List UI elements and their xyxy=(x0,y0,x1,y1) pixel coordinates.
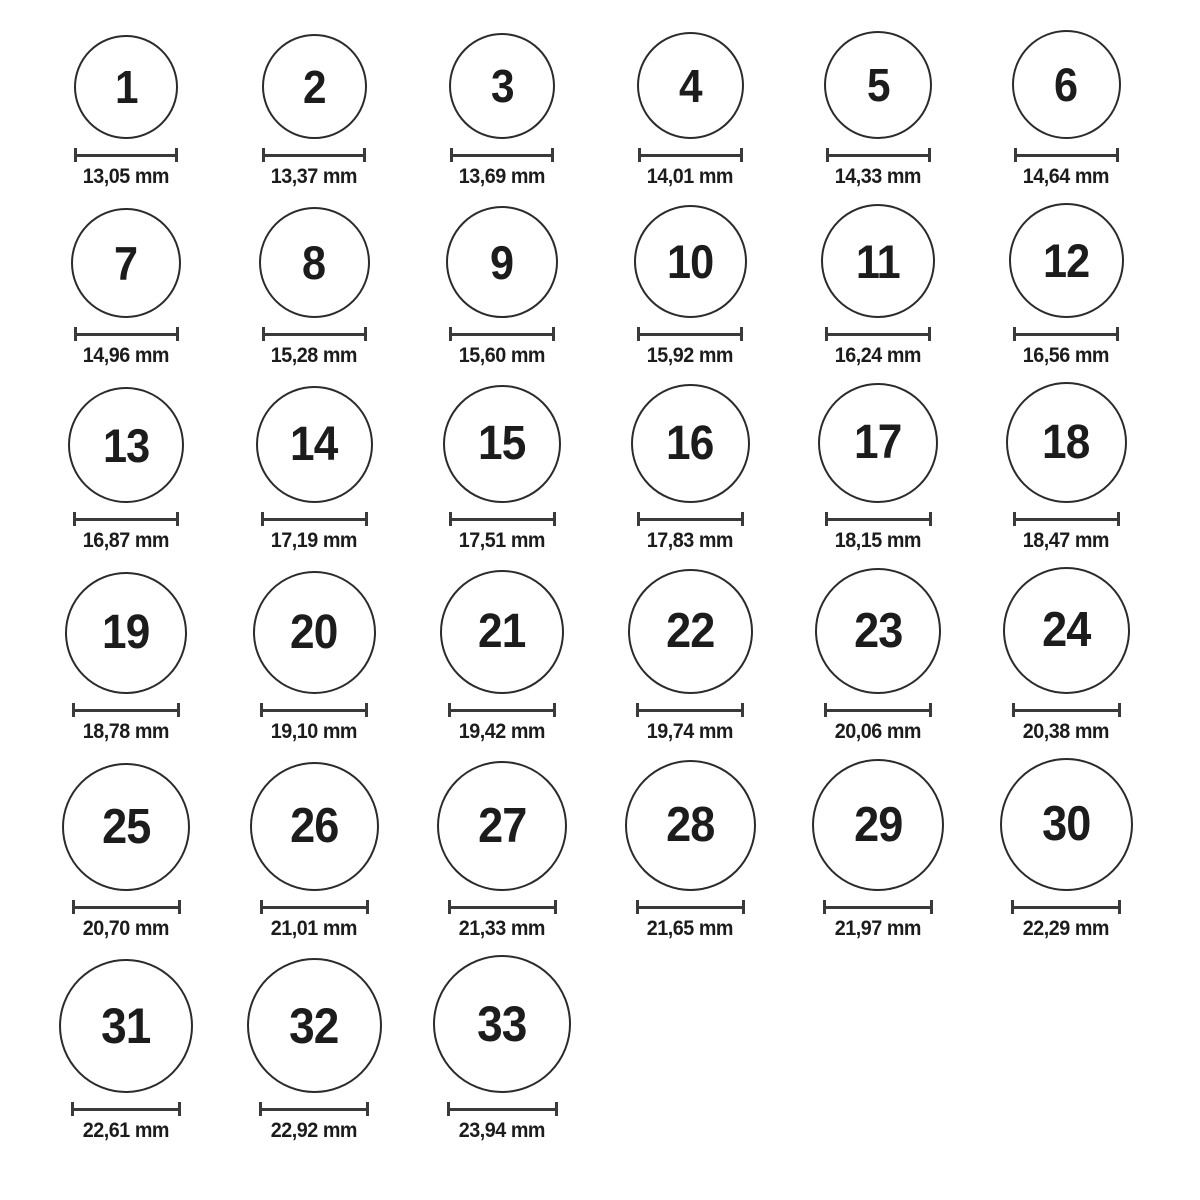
diameter-measure-bar xyxy=(72,703,180,717)
size-circle xyxy=(65,572,187,694)
diameter-measure-bar xyxy=(1013,512,1120,526)
measure-tick-right-icon xyxy=(363,148,366,162)
diameter-measure-bar xyxy=(448,900,557,914)
measure-tick-right-icon xyxy=(366,1102,369,1116)
ring-size-item xyxy=(784,31,972,189)
size-row xyxy=(32,567,1200,744)
ring-size-item xyxy=(32,763,220,941)
measure-line-icon xyxy=(76,154,176,157)
measure-line-icon xyxy=(264,333,365,336)
size-circle xyxy=(71,208,181,318)
diameter-measure-bar xyxy=(260,703,368,717)
size-number: 26 xyxy=(289,799,339,853)
diameter-measure-bar xyxy=(74,148,178,162)
measure-tick-right-icon xyxy=(178,1102,181,1116)
size-row xyxy=(32,382,1200,553)
size-number: 13 xyxy=(102,418,150,472)
size-number: 8 xyxy=(302,236,326,289)
diameter-measure-bar xyxy=(1013,327,1119,341)
measure-tick-right-icon xyxy=(929,512,932,526)
ring-size-item xyxy=(784,568,972,744)
diameter-measure-bar xyxy=(826,148,931,162)
diameter-label: 22,29 mm xyxy=(1022,917,1110,940)
ring-size-item xyxy=(32,208,220,368)
size-circle xyxy=(437,761,567,891)
ring-size-item xyxy=(596,384,784,553)
size-circle xyxy=(256,386,373,503)
measure-tick-right-icon xyxy=(551,148,554,162)
size-number: 29 xyxy=(853,797,903,852)
measure-line-icon xyxy=(1015,518,1118,521)
measure-tick-right-icon xyxy=(741,703,744,717)
size-circle xyxy=(74,35,178,139)
size-number: 3 xyxy=(490,60,514,112)
diameter-label: 17,19 mm xyxy=(270,529,358,552)
size-number: 30 xyxy=(1041,797,1091,851)
measure-line-icon xyxy=(828,154,929,157)
diameter-label: 19,42 mm xyxy=(458,720,546,743)
diameter-label: 23,94 mm xyxy=(458,1119,546,1142)
diameter-measure-bar xyxy=(73,512,179,526)
ring-size-item xyxy=(220,958,408,1143)
size-row xyxy=(32,30,1200,189)
measure-tick-right-icon xyxy=(930,900,933,914)
size-number: 1 xyxy=(114,61,138,113)
measure-line-icon xyxy=(826,709,930,712)
diameter-measure-bar xyxy=(825,327,931,341)
ring-size-item xyxy=(784,204,972,368)
diameter-measure-bar xyxy=(74,327,179,341)
measure-line-icon xyxy=(73,1108,179,1111)
measure-line-icon xyxy=(1013,906,1119,909)
size-circle xyxy=(628,569,753,694)
ring-size-item xyxy=(596,205,784,368)
measure-line-icon xyxy=(451,518,554,521)
ring-size-item xyxy=(784,383,972,553)
measure-line-icon xyxy=(450,906,555,909)
measure-line-icon xyxy=(1014,709,1119,712)
size-circle xyxy=(259,207,370,318)
size-number: 32 xyxy=(289,997,339,1054)
measure-tick-right-icon xyxy=(553,512,556,526)
size-number: 18 xyxy=(1042,415,1090,469)
measure-line-icon xyxy=(450,709,554,712)
diameter-measure-bar xyxy=(71,1102,181,1116)
size-number: 33 xyxy=(477,996,527,1052)
measure-line-icon xyxy=(262,906,367,909)
measure-tick-right-icon xyxy=(928,148,931,162)
measure-line-icon xyxy=(261,1108,367,1111)
ring-size-item xyxy=(408,206,596,368)
diameter-label: 15,60 mm xyxy=(458,344,546,367)
measure-tick-right-icon xyxy=(365,703,368,717)
diameter-measure-bar xyxy=(448,703,556,717)
measure-tick-right-icon xyxy=(741,512,744,526)
measure-tick-right-icon xyxy=(929,703,932,717)
ring-size-item xyxy=(596,32,784,189)
size-circle xyxy=(62,763,190,891)
diameter-measure-bar xyxy=(262,327,367,341)
diameter-label: 17,51 mm xyxy=(458,529,546,552)
measure-line-icon xyxy=(75,518,177,521)
measure-tick-right-icon xyxy=(1118,703,1121,717)
size-circle xyxy=(812,759,944,891)
size-number: 14 xyxy=(290,417,338,471)
size-circle xyxy=(634,205,747,318)
size-circle xyxy=(433,955,571,1093)
measure-tick-right-icon xyxy=(365,512,368,526)
diameter-label: 18,15 mm xyxy=(834,529,922,552)
diameter-measure-bar xyxy=(259,1102,369,1116)
diameter-label: 15,28 mm xyxy=(270,344,358,367)
diameter-label: 13,37 mm xyxy=(270,165,358,188)
measure-tick-right-icon xyxy=(1116,327,1119,341)
size-circle xyxy=(631,384,750,503)
ring-size-item xyxy=(32,572,220,744)
size-circle xyxy=(821,204,935,318)
measure-tick-right-icon xyxy=(1118,900,1121,914)
size-number: 7 xyxy=(114,236,138,290)
measure-line-icon xyxy=(263,518,366,521)
diameter-label: 18,78 mm xyxy=(82,720,170,743)
size-number: 4 xyxy=(678,59,702,112)
measure-tick-right-icon xyxy=(1117,512,1120,526)
diameter-label: 16,56 mm xyxy=(1022,344,1110,367)
measure-tick-right-icon xyxy=(176,512,179,526)
diameter-label: 13,05 mm xyxy=(82,165,170,188)
measure-line-icon xyxy=(638,906,743,909)
diameter-measure-bar xyxy=(450,148,554,162)
size-number: 28 xyxy=(665,798,715,852)
diameter-label: 20,06 mm xyxy=(834,720,922,743)
size-number: 27 xyxy=(477,798,527,853)
measure-tick-right-icon xyxy=(552,327,555,341)
measure-tick-right-icon xyxy=(176,327,179,341)
diameter-measure-bar xyxy=(1011,900,1121,914)
measure-line-icon xyxy=(827,518,930,521)
diameter-measure-bar xyxy=(638,148,743,162)
measure-line-icon xyxy=(262,709,366,712)
measure-tick-right-icon xyxy=(742,900,745,914)
measure-line-icon xyxy=(449,1108,556,1111)
size-circle xyxy=(250,762,379,891)
ring-size-item xyxy=(408,385,596,553)
size-row xyxy=(32,955,1200,1143)
size-number: 17 xyxy=(854,416,902,469)
ring-size-item xyxy=(972,758,1160,941)
ring-size-item xyxy=(972,382,1160,553)
diameter-label: 21,97 mm xyxy=(834,917,922,940)
diameter-label: 21,65 mm xyxy=(646,917,734,940)
size-circle xyxy=(637,32,744,139)
diameter-measure-bar xyxy=(825,512,932,526)
diameter-measure-bar xyxy=(447,1102,558,1116)
diameter-measure-bar xyxy=(1014,148,1119,162)
diameter-label: 14,96 mm xyxy=(82,344,170,367)
ring-size-item xyxy=(596,760,784,941)
measure-line-icon xyxy=(1015,333,1117,336)
diameter-measure-bar xyxy=(637,327,743,341)
size-number: 21 xyxy=(478,605,526,658)
ring-size-item xyxy=(220,762,408,941)
size-row xyxy=(32,758,1200,941)
size-circle xyxy=(253,571,376,694)
measure-line-icon xyxy=(452,154,552,157)
measure-line-icon xyxy=(74,709,178,712)
diameter-label: 14,01 mm xyxy=(646,165,734,188)
size-circle xyxy=(824,31,932,139)
measure-tick-right-icon xyxy=(555,1102,558,1116)
measure-tick-right-icon xyxy=(175,148,178,162)
measure-tick-right-icon xyxy=(177,703,180,717)
diameter-measure-bar xyxy=(637,512,744,526)
ring-size-item xyxy=(408,33,596,189)
size-number: 19 xyxy=(102,606,150,659)
measure-tick-right-icon xyxy=(366,900,369,914)
measure-tick-right-icon xyxy=(928,327,931,341)
size-circle xyxy=(1003,567,1130,694)
size-number: 20 xyxy=(290,605,338,659)
size-number: 22 xyxy=(665,604,715,658)
measure-tick-right-icon xyxy=(740,327,743,341)
ring-size-item xyxy=(972,203,1160,368)
measure-line-icon xyxy=(74,906,179,909)
measure-line-icon xyxy=(640,154,741,157)
ring-size-item xyxy=(972,567,1160,744)
size-number: 11 xyxy=(856,234,900,288)
ring-size-item xyxy=(596,569,784,744)
diameter-label: 21,33 mm xyxy=(458,917,546,940)
diameter-measure-bar xyxy=(72,900,181,914)
size-number: 24 xyxy=(1041,603,1091,657)
size-number: 23 xyxy=(853,603,903,658)
size-circle xyxy=(446,206,558,318)
size-circle xyxy=(1006,382,1127,503)
diameter-label: 22,92 mm xyxy=(270,1119,358,1142)
diameter-measure-bar xyxy=(823,900,933,914)
size-circle xyxy=(247,958,382,1093)
size-circle xyxy=(59,959,193,1093)
size-circle xyxy=(818,383,938,503)
ring-size-item xyxy=(32,35,220,189)
diameter-measure-bar xyxy=(261,512,368,526)
diameter-label: 19,10 mm xyxy=(270,720,358,743)
ring-size-item xyxy=(220,34,408,189)
size-circle xyxy=(625,760,756,891)
size-row xyxy=(32,203,1200,368)
measure-line-icon xyxy=(639,333,741,336)
diameter-measure-bar xyxy=(636,703,744,717)
diameter-label: 16,87 mm xyxy=(82,529,170,552)
measure-line-icon xyxy=(638,709,742,712)
diameter-measure-bar xyxy=(449,327,555,341)
measure-line-icon xyxy=(264,154,364,157)
diameter-label: 22,61 mm xyxy=(82,1119,170,1142)
size-number: 9 xyxy=(490,235,514,289)
measure-line-icon xyxy=(827,333,929,336)
diameter-measure-bar xyxy=(260,900,369,914)
diameter-measure-bar xyxy=(449,512,556,526)
ring-size-item xyxy=(408,570,596,744)
measure-tick-right-icon xyxy=(364,327,367,341)
diameter-label: 13,69 mm xyxy=(458,165,546,188)
size-circle xyxy=(815,568,941,694)
measure-tick-right-icon xyxy=(178,900,181,914)
size-number: 16 xyxy=(666,416,714,470)
ring-size-item xyxy=(784,759,972,941)
measure-line-icon xyxy=(639,518,742,521)
size-circle xyxy=(1009,203,1124,318)
size-number: 15 xyxy=(478,417,526,470)
diameter-label: 16,24 mm xyxy=(834,344,922,367)
size-number: 10 xyxy=(666,235,714,288)
diameter-label: 19,74 mm xyxy=(646,720,734,743)
ring-size-item xyxy=(972,30,1160,189)
diameter-label: 21,01 mm xyxy=(270,917,358,940)
size-circle xyxy=(440,570,564,694)
ring-size-item xyxy=(220,207,408,368)
size-circle xyxy=(262,34,367,139)
diameter-measure-bar xyxy=(262,148,366,162)
ring-size-item xyxy=(32,387,220,553)
diameter-label: 15,92 mm xyxy=(646,344,734,367)
size-number: 5 xyxy=(866,59,890,111)
size-number: 12 xyxy=(1042,234,1090,287)
diameter-label: 14,64 mm xyxy=(1022,165,1110,188)
measure-tick-right-icon xyxy=(740,148,743,162)
measure-line-icon xyxy=(451,333,553,336)
diameter-label: 20,70 mm xyxy=(82,917,170,940)
ring-size-item xyxy=(32,959,220,1143)
measure-tick-right-icon xyxy=(554,900,557,914)
size-circle xyxy=(443,385,561,503)
size-circle xyxy=(68,387,184,503)
size-number: 2 xyxy=(302,60,326,113)
diameter-label: 17,83 mm xyxy=(646,529,734,552)
ring-size-item xyxy=(220,571,408,744)
size-circle xyxy=(449,33,555,139)
size-circle xyxy=(1000,758,1133,891)
ring-size-item xyxy=(408,761,596,941)
measure-line-icon xyxy=(825,906,931,909)
size-number: 6 xyxy=(1054,58,1078,111)
diameter-label: 18,47 mm xyxy=(1022,529,1110,552)
measure-tick-right-icon xyxy=(553,703,556,717)
diameter-measure-bar xyxy=(824,703,932,717)
diameter-label: 14,33 mm xyxy=(834,165,922,188)
measure-line-icon xyxy=(1016,154,1117,157)
size-number: 25 xyxy=(101,799,151,854)
measure-tick-right-icon xyxy=(1116,148,1119,162)
diameter-measure-bar xyxy=(1012,703,1121,717)
ring-size-item xyxy=(408,955,596,1143)
diameter-measure-bar xyxy=(636,900,745,914)
size-number: 31 xyxy=(101,998,151,1054)
diameter-label: 20,38 mm xyxy=(1022,720,1110,743)
size-circle xyxy=(1012,30,1121,139)
ring-size-item xyxy=(220,386,408,553)
measure-line-icon xyxy=(76,333,177,336)
